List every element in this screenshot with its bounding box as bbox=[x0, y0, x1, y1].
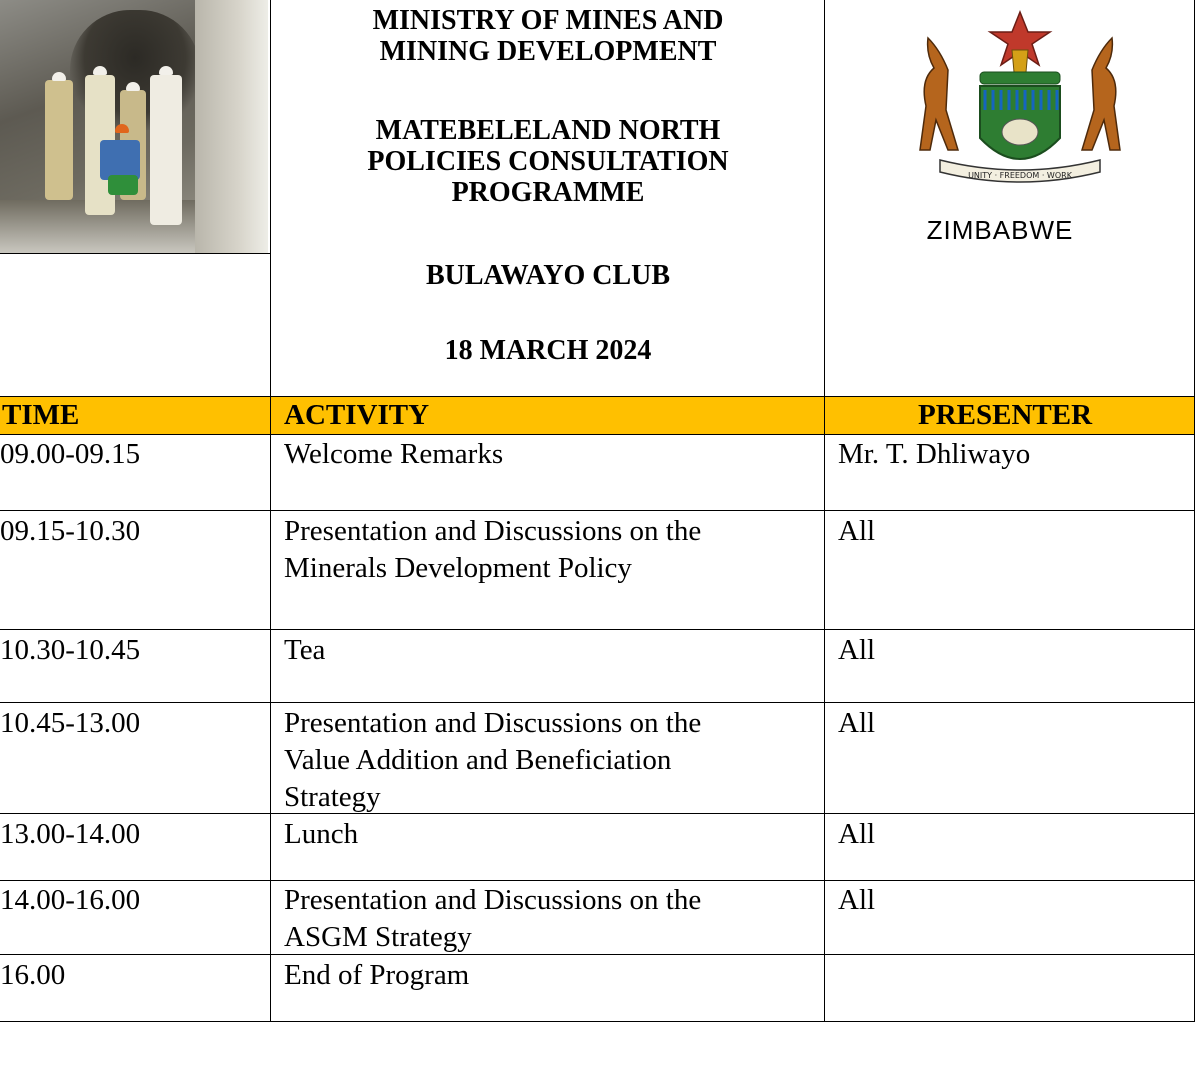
activity-cell: Value Addition and Beneficiation bbox=[284, 744, 672, 776]
activity-cell: Welcome Remarks bbox=[284, 438, 504, 470]
grid-line bbox=[0, 954, 1195, 955]
activity-cell: Strategy bbox=[284, 781, 381, 813]
grid-line bbox=[0, 1021, 1195, 1022]
ministry-line-2: MINING DEVELOPMENT bbox=[379, 36, 717, 67]
presenter-cell: All bbox=[838, 634, 876, 666]
column-header-time: TIME bbox=[2, 399, 80, 431]
presenter-cell: All bbox=[838, 515, 876, 547]
grid-line bbox=[0, 510, 1195, 511]
grid-line bbox=[0, 702, 1195, 703]
column-header-presenter: PRESENTER bbox=[918, 399, 1093, 431]
grid-line bbox=[1194, 0, 1195, 1022]
time-cell: 14.00-16.00 bbox=[0, 884, 141, 916]
presenter-cell: All bbox=[838, 884, 876, 916]
activity-cell: Presentation and Discussions on the bbox=[284, 515, 702, 547]
presenter-cell: All bbox=[838, 818, 876, 850]
grid-line bbox=[0, 880, 1195, 881]
event-date: 18 MARCH 2024 bbox=[444, 335, 652, 366]
grid-line bbox=[0, 253, 270, 254]
activity-cell: Presentation and Discussions on the bbox=[284, 707, 702, 739]
grid-line bbox=[0, 813, 1195, 814]
mine-workers-photo bbox=[0, 0, 268, 253]
programme-line-3: PROGRAMME bbox=[451, 177, 645, 208]
activity-cell: ASGM Strategy bbox=[284, 921, 472, 953]
time-cell: 09.00-09.15 bbox=[0, 438, 141, 470]
grid-line bbox=[0, 629, 1195, 630]
venue: BULAWAYO CLUB bbox=[425, 260, 671, 291]
column-header-activity: ACTIVITY bbox=[284, 399, 430, 431]
time-cell: 16.00 bbox=[0, 959, 66, 991]
activity-cell: End of Program bbox=[284, 959, 470, 991]
svg-text:UNITY · FREEDOM · WORK: UNITY · FREEDOM · WORK bbox=[968, 171, 1072, 180]
country-label: ZIMBABWE bbox=[926, 215, 1074, 245]
ministry-line-1: MINISTRY OF MINES AND bbox=[372, 5, 724, 36]
activity-cell: Presentation and Discussions on the bbox=[284, 884, 702, 916]
grid-line bbox=[0, 434, 1195, 435]
time-cell: 10.45-13.00 bbox=[0, 707, 141, 739]
activity-cell: Tea bbox=[284, 634, 326, 666]
grid-line bbox=[270, 0, 271, 1022]
coat-of-arms-icon bbox=[900, 10, 1140, 200]
grid-line bbox=[0, 396, 1195, 397]
presenter-cell: All bbox=[838, 707, 876, 739]
time-cell: 09.15-10.30 bbox=[0, 515, 141, 547]
time-cell: 13.00-14.00 bbox=[0, 818, 141, 850]
programme-line-2: POLICIES CONSULTATION bbox=[367, 146, 729, 177]
time-cell: 10.30-10.45 bbox=[0, 634, 141, 666]
grid-line bbox=[824, 0, 825, 1022]
activity-cell: Minerals Development Policy bbox=[284, 552, 632, 584]
activity-cell: Lunch bbox=[284, 818, 359, 850]
presenter-cell: Mr. T. Dhliwayo bbox=[838, 438, 1031, 470]
programme-line-1: MATEBELELAND NORTH bbox=[375, 115, 721, 146]
